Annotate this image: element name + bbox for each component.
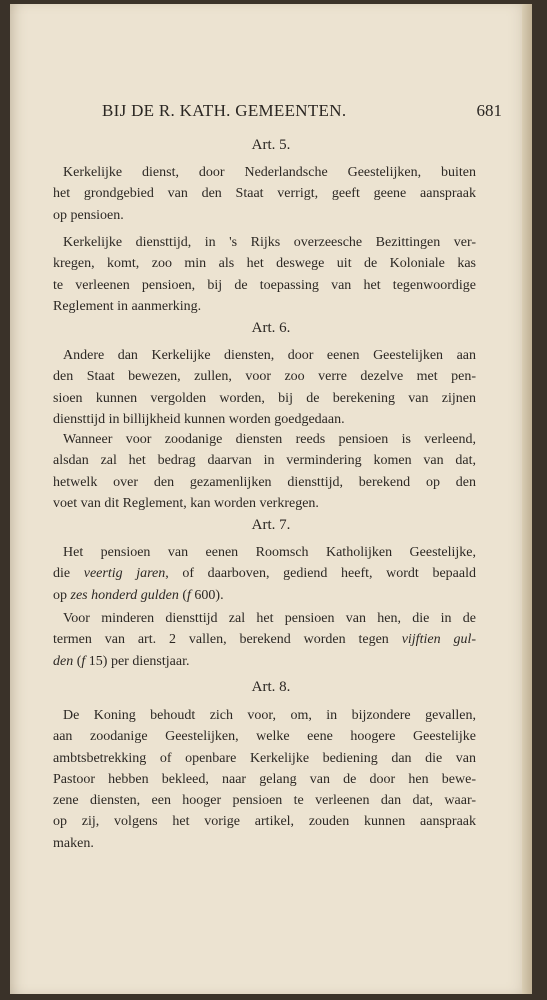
text-line: het grondgebied van den Staat verrigt, geeft geene aanspraak xyxy=(53,186,476,202)
text-line: op zij, volgens het vorige artikel, zouden kunnen aanspraak xyxy=(53,814,476,830)
italic-term: den xyxy=(53,653,74,669)
text-line: voet van dit Reglement, kan worden verkregen. xyxy=(53,495,319,511)
text-line: op pensioen. xyxy=(53,207,124,223)
article-heading-5: Art. 5. xyxy=(251,137,291,153)
text-line: zene diensten, een hooger pensioen te verleenen dan dat, waar- xyxy=(53,793,476,809)
paragraph-art6-1 xyxy=(53,345,476,430)
text-line: Het pensioen van eenen Roomsch Katholijken Geestelijke, xyxy=(63,545,476,560)
text-line: sioen kunnen vergolden worden, bij de berekening van zijnen xyxy=(53,390,476,406)
article-heading-6: Art. 6. xyxy=(251,320,291,336)
article-heading-7: Art. 7. xyxy=(251,517,291,533)
text-line: Pastoor hebben bekleed, naar gelang van de door hen bewe- xyxy=(53,771,476,787)
text-line: Voor minderen diensttijd zal het pensioen van hen, die in de xyxy=(63,611,476,626)
text-line: alsdan zal het bedrag daarvan in vermindering komen van dat, xyxy=(53,453,476,469)
paragraph-art8-1 xyxy=(53,705,476,854)
text-line: Kerkelijke diensttijd, in 's Rijks overzeesche Bezittingen ver- xyxy=(63,235,476,250)
text-line: die veertig jaren, of daarboven, gediend heeft, wordt bepaald xyxy=(53,566,476,582)
text-line: Andere dan Kerkelijke diensten, door eenen Geestelijken aan xyxy=(63,348,476,363)
page-number: 681 xyxy=(476,101,502,120)
text-line: termen van art. 2 vallen, berekend worden tegen vijftien gul- xyxy=(53,632,476,648)
text-line: maken. xyxy=(53,835,94,851)
text-line: hetwelk over den gezamenlijken diensttijd, berekend op den xyxy=(53,474,476,490)
text-line: Kerkelijke dienst, door Nederlandsche Geestelijken, buiten xyxy=(63,165,476,180)
paragraph-art6-2 xyxy=(53,429,476,514)
text-line: Wanneer voor zoodanige diensten reeds pensioen is verleend, xyxy=(63,432,476,447)
text-line: te verleenen pensioen, bij de toepassing van het tegenwoordige xyxy=(53,277,476,293)
paragraph-art7-2 xyxy=(53,608,476,672)
text-line: ambtsbetrekking of openbare Kerkelijke bediening dan die van xyxy=(53,750,476,766)
running-title: BIJ DE R. KATH. GEMEENTEN. xyxy=(102,101,347,120)
italic-term: zes honderd gulden xyxy=(70,587,179,603)
text-line: den (f 15) per dienstjaar. xyxy=(53,653,190,669)
paragraph-art7-1 xyxy=(53,542,476,606)
italic-term: vijftien gul- xyxy=(401,632,476,648)
text-line: kregen, komt, zoo min als het deswege uit de Koloniale kas xyxy=(53,256,476,272)
book-page xyxy=(10,4,532,994)
paragraph-art5-2 xyxy=(53,232,476,317)
article-heading-8: Art. 8. xyxy=(251,679,291,695)
text-line: den Staat bewezen, zullen, voor zoo verre dezelve met pen- xyxy=(53,369,476,385)
italic-currency: f xyxy=(187,587,191,603)
italic-term: veertig jaren xyxy=(83,566,166,582)
text-line: op zes honderd gulden (f 600). xyxy=(53,587,224,603)
text-line: De Koning behoudt zich voor, om, in bijzondere gevallen, xyxy=(63,708,476,723)
paragraph-art5-1 xyxy=(53,162,476,226)
italic-currency: f xyxy=(81,653,86,669)
text-line: diensttijd in billijkheid kunnen worden goedgedaan. xyxy=(53,411,345,427)
text-line: aan zoodanige Geestelijken, welke eene hoogere Geestelijke xyxy=(53,729,476,745)
running-header xyxy=(102,101,522,123)
text-line: Reglement in aanmerking. xyxy=(53,298,202,314)
